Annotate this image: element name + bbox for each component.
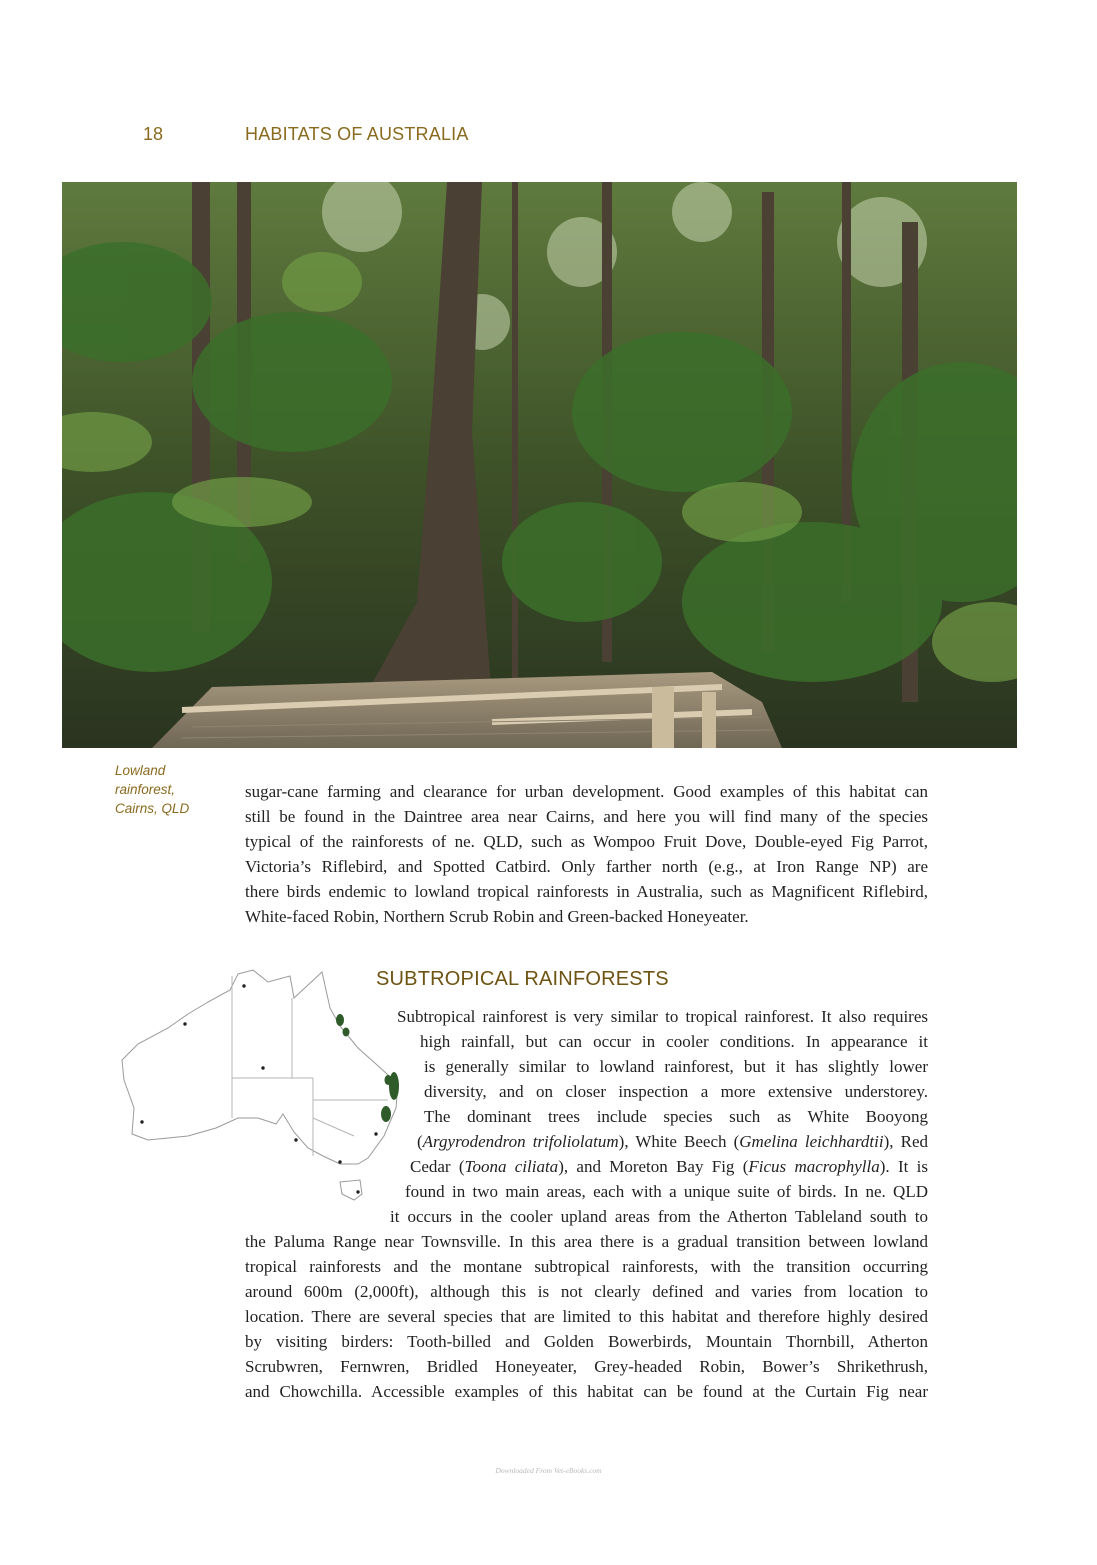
text-line: and Chowchilla. Accessible examples of this habitat can be found at the Curtain Fig near — [245, 1382, 928, 1401]
text-line: Cedar (Toona ciliata), and Moreton Bay Fig (Ficus macrophylla). It is — [410, 1157, 928, 1176]
text-line: The dominant trees include species such as White Booyong — [424, 1107, 928, 1126]
text-line: by visiting birders: Tooth-billed and Golden Bowerbirds, Mountain Thornbill, Atherton — [245, 1332, 928, 1351]
species-name: Ficus macrophylla — [748, 1157, 880, 1176]
text-line: typical of the rainforests of ne. QLD, such as Wompoo Fruit Dove, Double-eyed Fig Parrot, — [245, 832, 928, 851]
paragraph-lowland — [245, 779, 928, 929]
text-line: is generally similar to lowland rainforest, but it has slightly lower — [424, 1057, 928, 1076]
text-line: high rainfall, but can occur in cooler conditions. In appearance it — [420, 1032, 928, 1051]
text-line: location. There are several species that are limited to this habitat and therefore highly desired — [245, 1307, 928, 1326]
text-line: it occurs in the cooler upland areas from the Atherton Tableland south to — [390, 1207, 928, 1226]
section-heading: SUBTROPICAL RAINFORESTS — [376, 968, 669, 990]
text-line: found in two main areas, each with a unique suite of birds. In ne. QLD — [405, 1182, 928, 1201]
distribution-map — [118, 968, 408, 1204]
text-line: tropical rainforests and the montane subtropical rainforests, with the transition occurring — [245, 1257, 928, 1276]
species-name: Toona ciliata — [464, 1157, 559, 1176]
caption-line: Cairns, QLD — [115, 801, 190, 816]
species-name: Gmelina leichhardtii — [739, 1132, 884, 1151]
watermark: Downloaded From Vet-eBooks.com — [495, 1466, 602, 1475]
text-line: Victoria’s Riflebird, and Spotted Catbird. Only farther north (e.g., at Iron Range NP) are — [245, 857, 928, 876]
text-line: (Argyrodendron trifoliolatum), White Beech (Gmelina leichhardtii), Red — [417, 1132, 929, 1151]
text-line: White-faced Robin, Northern Scrub Robin and Green-backed Honeyeater. — [245, 907, 749, 926]
rainforest-photo — [62, 182, 1017, 748]
text-line: around 600m (2,000ft), although this is not clearly defined and varies from location to — [245, 1282, 928, 1301]
caption-line: rainforest, — [115, 782, 176, 797]
running-head-title: HABITATS OF AUSTRALIA — [245, 124, 469, 144]
text-line: still be found in the Daintree area near Cairns, and here you will find many of the species — [245, 807, 928, 826]
running-head — [0, 124, 1097, 148]
photo-caption — [115, 761, 215, 818]
text-line: Scrubwren, Fernwren, Bridled Honeyeater, Grey-headed Robin, Bower’s Shrikethrush, — [245, 1357, 928, 1376]
text-line: the Paluma Range near Townsville. In this area there is a gradual transition between lowland — [245, 1232, 928, 1251]
text-line: there birds endemic to lowland tropical rainforests in Australia, such as Magnificent Riflebird, — [245, 882, 928, 901]
caption-line: Lowland — [115, 763, 166, 778]
text-line: diversity, and on closer inspection a more extensive understorey. — [424, 1082, 928, 1101]
text-line: sugar-cane farming and clearance for urban development. Good examples of this habitat can — [245, 782, 928, 801]
text-line: Subtropical rainforest is very similar to tropical rainforest. It also requires — [397, 1007, 928, 1026]
species-name: Argyrodendron trifoliolatum — [422, 1132, 619, 1151]
page-number: 18 — [143, 124, 164, 144]
